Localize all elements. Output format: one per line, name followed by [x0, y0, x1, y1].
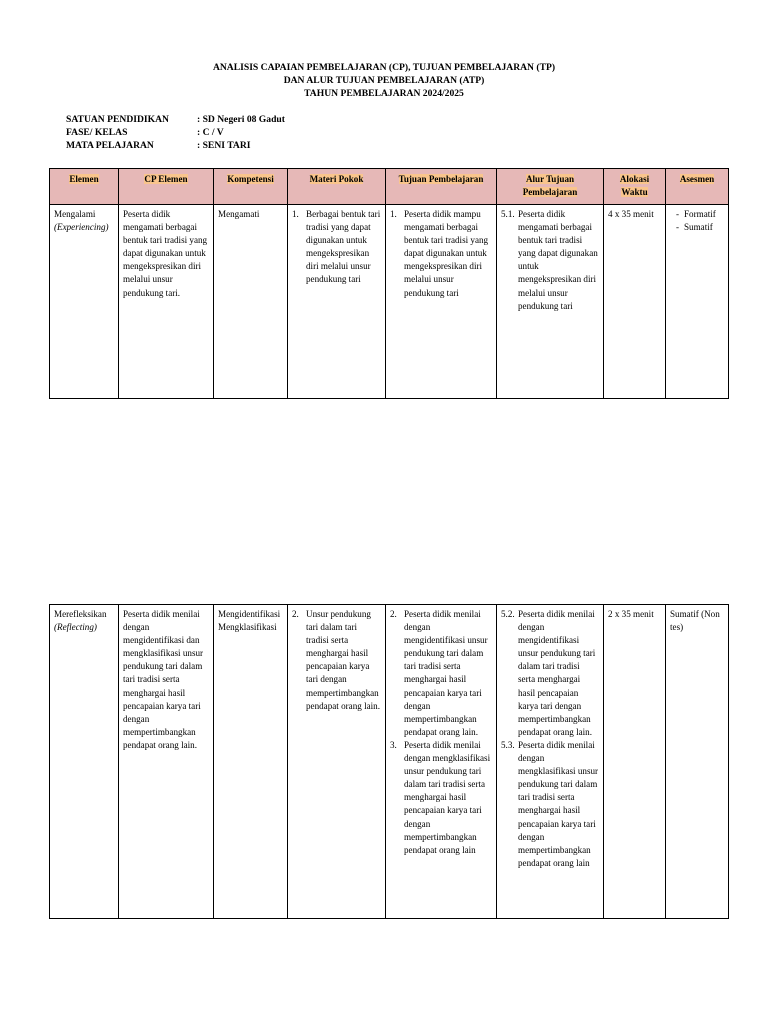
- header-kompetensi: Kompetensi: [214, 169, 288, 205]
- header-alur-tujuan-pembelajaran: Alur Tujuan Pembelajaran: [497, 169, 604, 205]
- header-cp-elemen: CP Elemen: [119, 169, 214, 205]
- cell-alokasi-waktu: 4 x 35 menit: [604, 205, 666, 399]
- list-item: - Sumatif: [676, 222, 713, 233]
- list-item: 2. Unsur pendukung tari dalam tari tradisi serta menghargai hasil pencapaian karya tari dengan mempertimbangkan pendapat orang lain.: [292, 609, 380, 711]
- meta-label: SATUAN PENDIDIKAN: [66, 114, 169, 125]
- document-meta: [66, 113, 285, 152]
- meta-satuan-pendidikan: [66, 113, 285, 126]
- table-row: [50, 205, 729, 399]
- cell-materi-pokok: [288, 605, 386, 919]
- meta-value: : C / V: [197, 127, 224, 138]
- cell-materi-pokok: [288, 205, 386, 399]
- list-item: 3. Peserta didik menilai dengan mengklasifikasi unsur pendukung tari dalam tari tradisi serta menghargai hasil pencapaian karya tari dengan mempertimbangkan pendapat orang lain: [390, 739, 491, 855]
- cell-tujuan-pembelajaran: [386, 605, 497, 919]
- cell-alokasi-waktu: 2 x 35 menit: [604, 605, 666, 919]
- title-line-2: DAN ALUR TUJUAN PEMBELAJARAN (ATP): [283, 75, 485, 86]
- title-line-1: ANALISIS CAPAIAN PEMBELAJARAN (CP), TUJUAN PEMBELAJARAN (TP): [212, 62, 556, 73]
- header-tujuan-pembelajaran: Tujuan Pembelajaran: [386, 169, 497, 205]
- list-item: 1. Peserta didik mampu mengamati berbagai bentuk tari tradisi yang dapat digunakan untuk mengekspresikan diri melalui unsur pendukung tari: [390, 209, 489, 298]
- cell-kompetensi: Mengidentifikasi Mengklasifikasi: [214, 605, 288, 919]
- cell-tujuan-pembelajaran: [386, 205, 497, 399]
- header-elemen: Elemen: [50, 169, 119, 205]
- header-alokasi-waktu: Alokasi Waktu: [604, 169, 666, 205]
- cell-asesmen: Sumatif (Non tes): [666, 605, 729, 919]
- list-item: 1. Berbagai bentuk tari tradisi yang dapat digunakan untuk mengekspresikan diri melalui unsur pendukung tari: [292, 209, 381, 285]
- header-asesmen: Asesmen: [666, 169, 729, 205]
- title-line-3: TAHUN PEMBELAJARAN 2024/2025: [304, 88, 464, 99]
- cell-cp-elemen: Peserta didik menilai dengan mengidentifikasi dan mengklasifikasi unsur pendukung tari dalam tari tradisi serta menghargai hasil pencapaian karya tari dengan mempertimbangkan pendapat orang lain.: [119, 605, 214, 919]
- table-row: [50, 605, 729, 919]
- list-item: 2. Peserta didik menilai dengan mengidentifikasi unsur pendukung tari dalam tari tradisi serta menghargai hasil pencapaian karya tari dengan mempertimbangkan pendapat orang lain.: [390, 609, 488, 737]
- list-item: - Formatif: [676, 209, 716, 219]
- meta-value: : SENI TARI: [197, 140, 251, 151]
- meta-label: FASE/ KELAS: [66, 127, 128, 138]
- table-header-row: [50, 169, 729, 205]
- analysis-table: [49, 168, 729, 399]
- analysis-table-continued: [49, 604, 729, 919]
- header-materi-pokok: Materi Pokok: [288, 169, 386, 205]
- cell-cp-elemen: Peserta didik mengamati berbagai bentuk tari tradisi yang dapat digunakan untuk mengekspresikan diri melalui unsur pendukung tari.: [119, 205, 214, 399]
- document-title: [0, 61, 768, 100]
- cell-alur-tujuan: [497, 605, 604, 919]
- list-item: 5.2. Peserta didik menilai dengan mengidentifikasi unsur pendukung tari dalam tari tradisi serta menghargai hasil pencapaian karya tari dengan mempertimbangkan pendapat orang lain.: [501, 609, 596, 737]
- meta-fase-kelas: [66, 126, 285, 139]
- meta-mata-pelajaran: [66, 139, 285, 152]
- cell-kompetensi: Mengamati: [214, 205, 288, 399]
- cell-elemen: Mengalami (Experiencing): [50, 205, 119, 399]
- cell-elemen: Merefleksikan (Reflecting): [50, 605, 119, 919]
- list-item: 5.3. Peserta didik menilai dengan mengklasifikasi unsur pendukung tari dalam tari tradisi serta menghargai hasil pencapaian karya tari dengan mempertimbangkan pendapat orang lain: [501, 739, 599, 868]
- meta-value: : SD Negeri 08 Gadut: [197, 114, 285, 125]
- cell-alur-tujuan: [497, 205, 604, 399]
- list-item: 5.1. Peserta didik mengamati berbagai bentuk tari tradisi yang dapat digunakan untuk mengekspresikan diri melalui unsur pendukung tari: [501, 209, 598, 311]
- cell-asesmen: [666, 205, 729, 399]
- meta-label: MATA PELAJARAN: [66, 140, 154, 151]
